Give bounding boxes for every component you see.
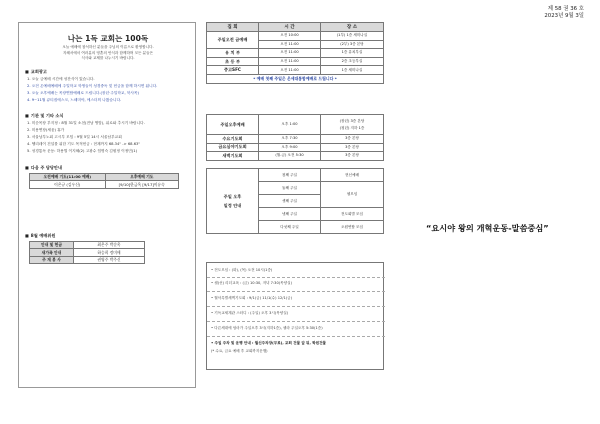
right-panel (206, 22, 384, 388)
service-time: 오전 11:00 (259, 40, 321, 49)
service-place: 3층 본당 (321, 135, 384, 144)
service-name: 중고SFC (207, 66, 259, 75)
committee-role: 새가족 안내 (30, 249, 74, 256)
next-week-header: 오후예배 기도 (105, 174, 178, 181)
worship-schedule-table (206, 22, 384, 84)
committee-role: 주 재 봉 사 (30, 256, 74, 263)
welcome-line: 오늘 예배에 참석하신 분들을 주님의 이름으로 환영합니다. (62, 45, 154, 49)
service-name: 금요심야기도회 (207, 143, 259, 152)
announcement-item: • 주일 주차 및 운행 안내 : 월신주차장(무료), 교회 건물 앞 뒤, 학원건물 (211, 341, 327, 345)
announcement-item: • 다른세대에 엄마가 주일오후 3시(지하1층), 셀라 주일오후 5:30(1층) (211, 326, 323, 330)
service-time: 오전 11:00 (259, 57, 321, 66)
bulletin-title: 나는 1독 교회는 100독 (67, 34, 149, 43)
divider (207, 306, 385, 307)
week-activity: 현신예배 (321, 169, 384, 182)
week-label: 넷째 주일 (259, 208, 321, 221)
service-place: (청년) 지하 1층 (339, 125, 365, 130)
sermon-slogan: “요시야 왕의 개혁운동-말씀중심” (426, 223, 549, 233)
schedule-header: 장 소 (321, 23, 384, 32)
welcome-line: 지혜서에서 여러분의 영혼의 안식과 함께하며 모든 분들은 (62, 50, 154, 55)
next-week-cell: 이은규 (김우신) (30, 181, 106, 188)
committee-role: 안내 및 헌금 (30, 242, 74, 249)
service-place: (1부) 1층 세미나실 (321, 32, 384, 41)
bulletin-issue-info (544, 6, 584, 20)
notice-item: 2. 오전 온예배예배에 주일학교 학생들이 성경중독 및 헌금을 함께 하시면 됩니다. (27, 84, 158, 88)
event-item: 5. 성경통독 운동: 하용열 이지혜(2) 고광수 임명숙 김원정 이정민(1) (27, 149, 138, 153)
welcome-text (27, 45, 189, 62)
service-name: 주일오후예배 (207, 115, 259, 135)
next-week-heading: ■ 다음 주 담당안내 (25, 165, 62, 171)
committee-names: 권영주 박주신 (74, 256, 145, 263)
afternoon-label-line: 일정 안내 (223, 202, 242, 208)
service-place: 3층 본당 (321, 152, 384, 161)
service-time: (월-금) 오전 5:30 (259, 152, 321, 161)
service-place: 1층 유치부실 (321, 49, 384, 58)
afternoon-schedule-label (207, 169, 259, 234)
event-item: 1. 미순목장 부지정 : 8월 31일 소천(전남 영암), 위로와 추시기 바랍니다. (27, 121, 145, 125)
service-name: 초 등 부 (207, 57, 259, 66)
integrated-worship-notice: * 예배 첫째 주일은 온세대통합예배로 드립니다 * (207, 74, 384, 83)
week-label: 둘째 주일 (259, 182, 321, 195)
announcement-item: • 전도모임 : (화), (목) 오전 10시(1층) (211, 268, 273, 272)
next-week-table (29, 173, 179, 189)
events-heading: ■ 기관 및 기타 소식 (25, 113, 63, 119)
service-time: 오후 1:00 (259, 115, 321, 135)
notice-item: 4. 9~11월 큐티집에스크, 느헤미야, 에스더의 나왔습니다. (27, 98, 122, 102)
divider (207, 277, 385, 278)
schedule-header: 집 회 (207, 23, 259, 32)
announcement-item: (* 수요, 금요 예배 후 교회까지운행) (211, 349, 268, 353)
committee-names: 하승희 정미애 (74, 249, 145, 256)
welcome-line: 식사와 교제를 나누시기 바랍니다. (81, 56, 135, 61)
notice-item: 3. 오늘 오후예배는 목장연합예배로 드립니다.(장년·주일학교, 북사목) (27, 91, 139, 95)
service-place-multi (321, 115, 384, 135)
week-activity: 전도회별 모임 (321, 208, 384, 221)
service-name: 유 치 부 (207, 49, 259, 58)
notice-item: 1. 오늘 금예배 시간에 성찬식이 있습니다. (27, 77, 95, 81)
announcement-item: • 기독교세계관 스터디 : (주일) 오후 3시(목양실) (211, 311, 289, 315)
service-place: 1층 세미나실 (321, 66, 384, 75)
service-place: 2층 초등부실 (321, 57, 384, 66)
week-label: 셋째 주일 (259, 195, 321, 208)
weekday-schedule-table (206, 114, 384, 161)
announcement-item: • 월삭특별새벽기도회 : 9/1(금) 11/1(수) 12/1(금) (211, 296, 293, 300)
divider (207, 336, 385, 337)
week-activity: 오원연합 모임 (321, 221, 384, 234)
divider (207, 321, 385, 322)
service-place: (2부) 3층 본당 (321, 40, 384, 49)
service-time: 오전 11:00 (259, 66, 321, 75)
committee-table (29, 241, 145, 264)
service-time: 오전 11:00 (259, 49, 321, 58)
service-name: 주일오전 금예배 (207, 32, 259, 49)
next-week-cell: [9/10]한금옥 [9/17]이유숙 (105, 181, 178, 188)
afternoon-label-line: 주일 오후 (223, 193, 242, 199)
week-label: 다섯째 주일 (259, 221, 321, 234)
afternoon-schedule-table (206, 168, 384, 234)
notices-heading: ■ 교회광고 (25, 69, 47, 75)
service-place: 3층 본당 (321, 143, 384, 152)
service-place: (장년) 3층 본당 (339, 118, 365, 123)
service-time: 오후 7:30 (259, 135, 321, 144)
service-name: 새벽기도회 (207, 152, 259, 161)
issue-number: 제 58 권 36 호 (547, 6, 584, 12)
divider (207, 291, 385, 292)
event-item: 2. 미용연장(세움) 휴가 (27, 128, 65, 132)
week-activity: 셀모임 (321, 182, 384, 208)
next-week-header: 오전예배 기도(11:00 예배) (30, 174, 106, 181)
left-panel (18, 22, 196, 388)
schedule-header: 시 간 (259, 23, 321, 32)
event-item: 3. 서울남부노회 고시부 모임 : 9월 5일 14시 서울남부교회 (27, 135, 122, 139)
committee-heading: ■ 8월 예배위원 (25, 233, 55, 239)
service-time: 오후 9:00 (259, 143, 321, 152)
service-name: 수요기도회 (207, 135, 259, 144)
service-time: 오전 10:00 (259, 32, 321, 41)
event-item: 4. 헬리데이 건설를 위한 기도 목적헌금 : 현재까지 68.34" -> 68.63" (27, 142, 141, 146)
announcement-item: • 셀(선) 리더교육 : (금) 10:30, 저녁 7:30(목양실) (211, 281, 292, 285)
announcements-box (206, 262, 384, 370)
issue-date: 2023년 9월 3일 (544, 12, 584, 19)
committee-names: 최은주 박순옥 (74, 242, 145, 249)
week-label: 첫째 주일 (259, 169, 321, 182)
